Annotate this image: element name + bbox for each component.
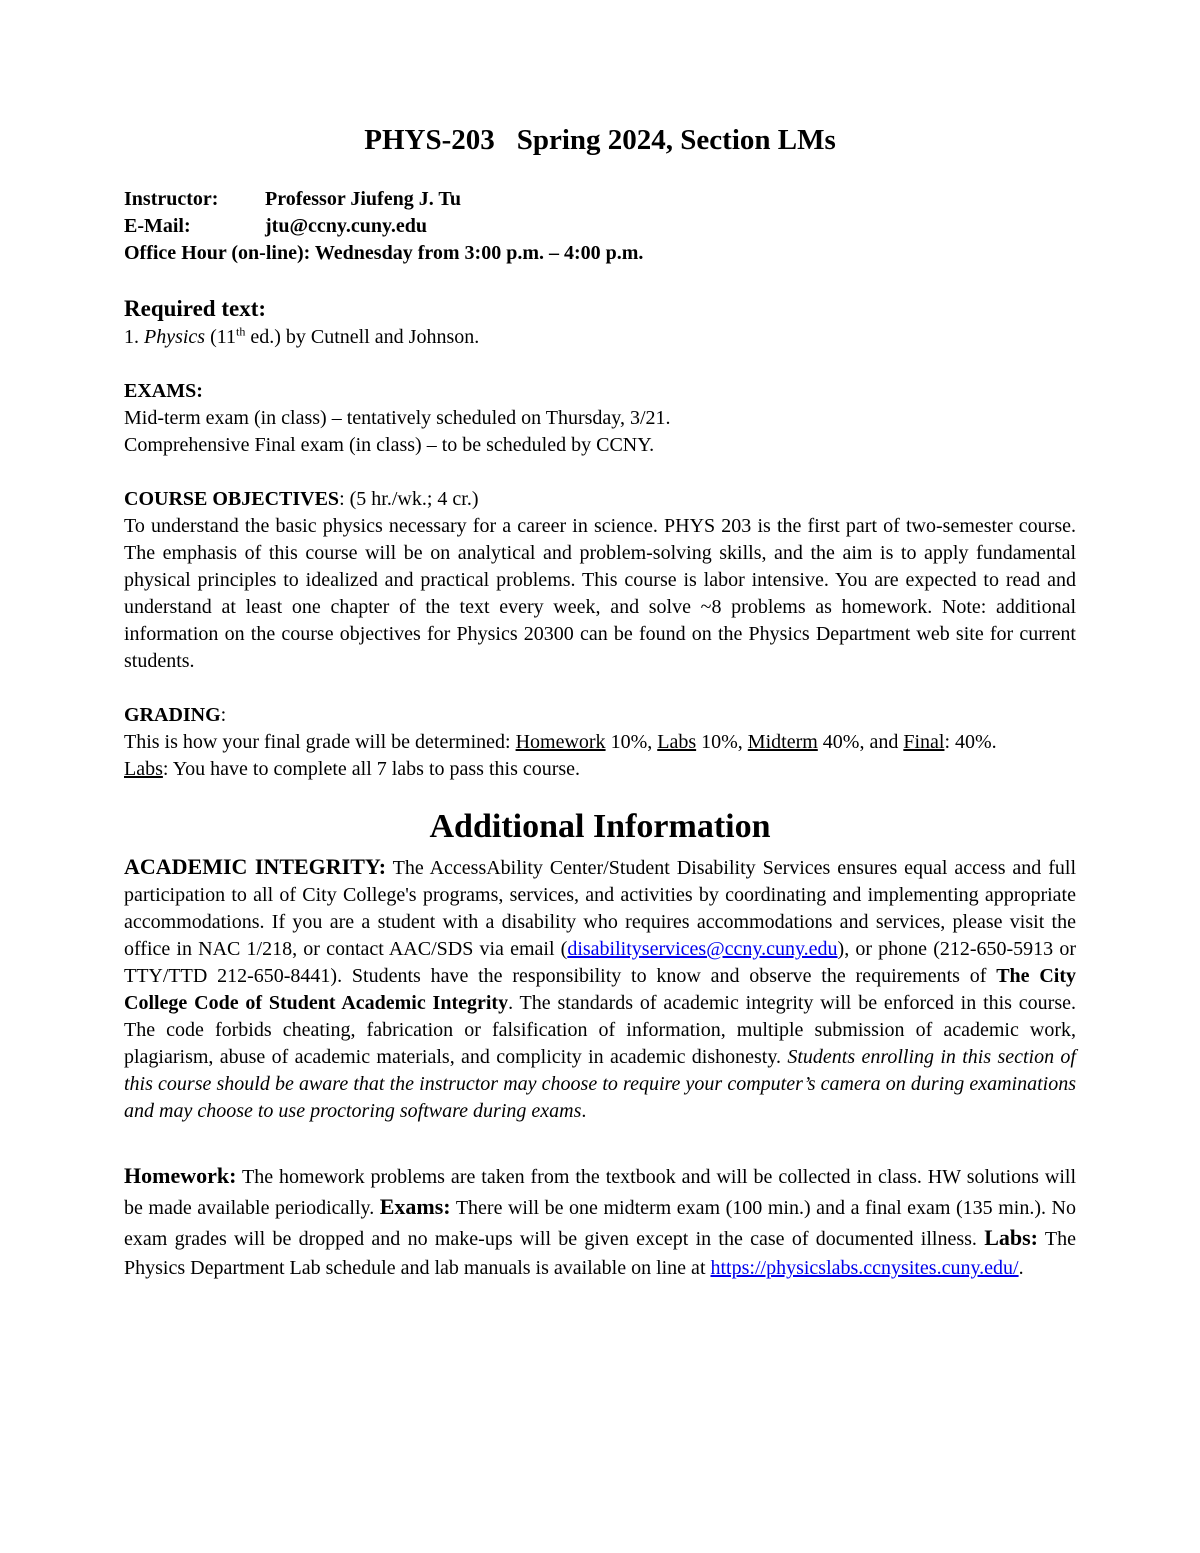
instructor-name: Professor Jiufeng J. Tu	[265, 188, 461, 210]
book-title: Physics	[144, 326, 206, 348]
course-code: PHYS-203	[364, 124, 495, 156]
email-label: E-Mail:	[124, 215, 191, 237]
syllabus-content	[124, 122, 1076, 1283]
instructor-row	[124, 186, 1076, 213]
required-text-heading: Required text:	[124, 296, 267, 321]
office-hour-value: Wednesday from 3:00 p.m. – 4:00 p.m.	[314, 242, 644, 264]
exams-label: Exams:	[379, 1194, 451, 1219]
academic-integrity-label: ACADEMIC INTEGRITY:	[124, 854, 387, 879]
objectives-heading: COURSE OBJECTIVES	[124, 488, 340, 510]
physics-labs-link[interactable]: https://physicslabs.ccnysites.cuny.edu/	[710, 1257, 1019, 1279]
email-row	[124, 213, 1076, 240]
academic-integrity-paragraph: ACADEMIC INTEGRITY: The AccessAbility Center/Student Disability Services ensures equal access and full participation to all of City College's programs, services, and activities by coordinating and implementing appropriate accommodations. If you are a student with a disability who requires accommodations and services, please visit the office in NAC 1/218, or contact AAC/SDS via email (disabilityservices@ccny.cuny.edu), or phone (212-650-5913 or TTY/TTD 212-650-8441). Students have the responsibility to know and observe the requirements of The City College Code of Student Academic Integrity. The standards of academic integrity will be enforced in this course. The code forbids cheating, fabrication or falsification of information, multiple submission of academic work, plagiarism, abuse of academic materials, and complicity in academic dishonesty. Students enrolling in this section of this course should be aware that the instructor may choose to require your computer’s camera on during examinations and may choose to use proctoring software during exams.	[124, 854, 1077, 1122]
objectives-heading-row: COURSE OBJECTIVES: (5 hr./wk.; 4 cr.)	[124, 488, 479, 510]
proctoring-notice: Students enrolling in this section of this course should be aware that the instructor may choose to require your computer’s camera on during examinations and may choose to use proctoring software during exams	[124, 1046, 1076, 1122]
policies-paragraph: Homework: The homework problems are taken from the textbook and will be collected in class. HW solutions will be made available periodically. Exams: There will be one midterm exam (100 min.) and a final exam (135 min.). No exam grades will be dropped and no make-ups will be given except in the case of documented illness. Labs: The Physics Department Lab schedule and lab manuals is available on line at https://physicslabs.ccnysites.cuny.edu/.	[124, 1163, 1077, 1279]
disability-services-email-link[interactable]: disabilityservices@ccny.cuny.edu	[567, 938, 838, 960]
exams-midterm-line: Mid-term exam (in class) – tentatively scheduled on Thursday, 3/21.	[124, 407, 671, 429]
exams-heading: EXAMS:	[124, 380, 203, 402]
office-hour-label: Office Hour (on-line):	[124, 242, 311, 264]
grading-breakdown: This is how your final grade will be determined: Homework 10%, Labs 10%, Midterm 40%, and Final: 40%.	[124, 731, 997, 753]
grading-labs-note: Labs: You have to complete all 7 labs to pass this course.	[124, 758, 581, 780]
integrity-code-name: The City College Code of Student Academic Integrity	[124, 965, 1076, 1014]
homework-label: Homework:	[124, 1163, 237, 1188]
exams-final-line: Comprehensive Final exam (in class) – to be scheduled by CCNY.	[124, 434, 655, 456]
labs-label: Labs:	[984, 1225, 1038, 1250]
course-term: Spring 2024, Section LMs	[516, 124, 836, 156]
grading-heading: GRADING	[124, 704, 221, 726]
page-title	[124, 122, 1076, 158]
required-text-item: 1. Physics (11th ed.) by Cutnell and Johnson.	[124, 324, 480, 348]
email-address: jtu@ccny.cuny.edu	[265, 215, 427, 237]
instructor-label: Instructor:	[124, 188, 219, 210]
objectives-body: To understand the basic physics necessary for a career in science. PHYS 203 is the first part of two-semester course. The emphasis of this course will be on analytical and problem-solving skills, and the aim is to apply fundamental physical principles to idealized and practical problems. This course is labor intensive. You are expected to read and understand at least one chapter of the text every week, and solve ~8 problems as homework. Note: additional information on the course objectives for Physics 20300 can be found on the Physics Department web site for current students.	[124, 515, 1076, 672]
office-hour-row	[124, 240, 1076, 267]
grading-heading-row: GRADING:	[124, 704, 227, 726]
additional-info-heading: Additional Information	[429, 808, 771, 845]
